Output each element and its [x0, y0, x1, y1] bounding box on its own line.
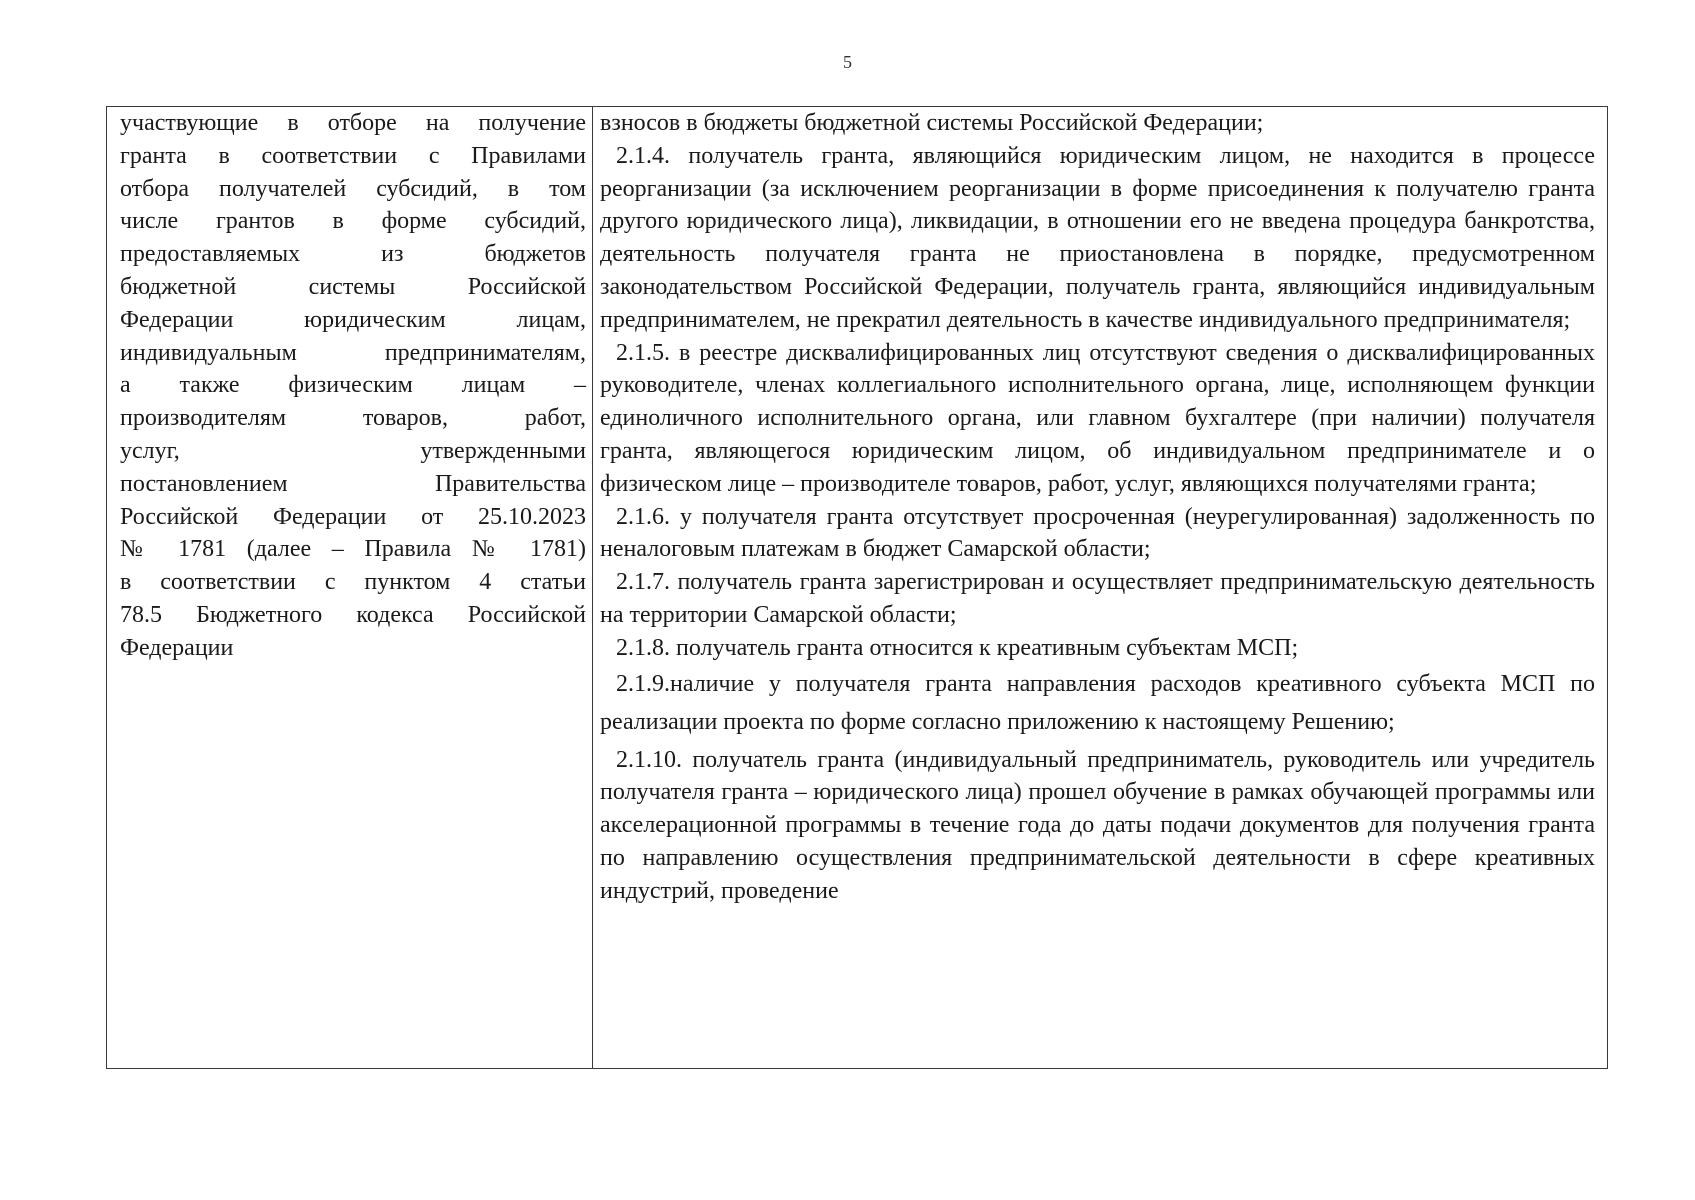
left-text-line: № 1781 (далее – Правила № 1781): [120, 536, 586, 563]
left-text-line: производителям товаров, работ,: [120, 405, 586, 432]
paragraph-2-1-9: 2.1.9.наличие у получателя гранта направления расходов креативного субъекта МСП по реализации проекта по форме согласно приложению к настоящему Решению;: [600, 670, 1595, 735]
left-text-line: Российской Федерации от 25.10.2023: [120, 503, 586, 530]
left-text-line: гранта в соответствии с Правилами: [120, 142, 586, 169]
paragraph-2-1-5: 2.1.5. в реестре дисквалифицированных лиц отсутствуют сведения о дисквалифицированных руководителе, членах коллегиального исполнительного органа, лице, исполняющем функции единоличного исполнительного органа, или главном бухгалтере (при наличии) получателя гранта, являющегося юридическим лицом, об индивидуальном предпринимателе и о физическом лице – производителе товаров, работ, услуг, являющихся получателями гранта;: [600, 339, 1595, 497]
left-text-line: а также физическим лицам –: [120, 372, 586, 399]
paragraph-2-1-7: 2.1.7. получатель гранта зарегистрирован и осуществляет предпринимательскую деятельность на территории Самарской области;: [600, 569, 1595, 628]
left-text-line: числе грантов в форме субсидий,: [120, 208, 586, 235]
paragraph-continuation: взносов в бюджеты бюджетной системы Российской Федерации;: [600, 110, 1264, 136]
paragraph-2-1-4: 2.1.4. получатель гранта, являющийся юридическим лицом, не находится в процессе реорганизации (за исключением реорганизации в форме присоединения к получателю гранта другого юридического лица), ликвидации, в отношении его не введена процедура банкротства, деятельность получателя гранта не приостановлена в порядке, предусмотренном законодательством Российской Федерации, получатель гранта, являющийся индивидуальным предпринимателем, не прекратил деятельность в качестве индивидуального предпринимателя;: [600, 142, 1595, 333]
paragraph-2-1-10: 2.1.10. получатель гранта (индивидуальный предприниматель, руководитель или учредитель получателя гранта – юридического лица) прошел обучение в рамках обучающей программы или акселерационной программы в течение года до даты подачи документов для получения гранта по направлению осуществления предпринимательской деятельности в сфере креативных индустрий, проведение: [600, 746, 1595, 904]
table-cell-right: [593, 107, 1607, 1068]
paragraph-2-1-8: 2.1.8. получатель гранта относится к креативным субъектам МСП;: [616, 634, 1299, 661]
left-text-line: услуг, утвержденными: [120, 437, 586, 464]
left-text-line: в соответствии с пунктом 4 статьи: [120, 569, 586, 596]
document-table: [106, 106, 1608, 1069]
left-text-line: 78.5 Бюджетного кодекса Российской: [120, 601, 586, 628]
left-text-line: индивидуальным предпринимателям,: [120, 339, 586, 366]
left-text-line: постановлением Правительства: [120, 470, 586, 497]
left-text-line: участвующие в отборе на получение: [120, 110, 586, 136]
paragraph-2-1-6: 2.1.6. у получателя гранта отсутствует просроченная (неурегулированная) задолженность по неналоговым платежам в бюджет Самарской области;: [600, 503, 1595, 563]
left-text-line: отбора получателей субсидий, в том: [120, 175, 586, 202]
table-cell-left: [107, 107, 593, 1068]
page-number: 5: [843, 52, 852, 72]
left-text-line: бюджетной системы Российской: [120, 273, 586, 300]
left-text-line: предоставляемых из бюджетов: [120, 241, 586, 268]
left-text-line: Федерации: [120, 634, 234, 661]
left-text-line: Федерации юридическим лицам,: [120, 306, 586, 333]
